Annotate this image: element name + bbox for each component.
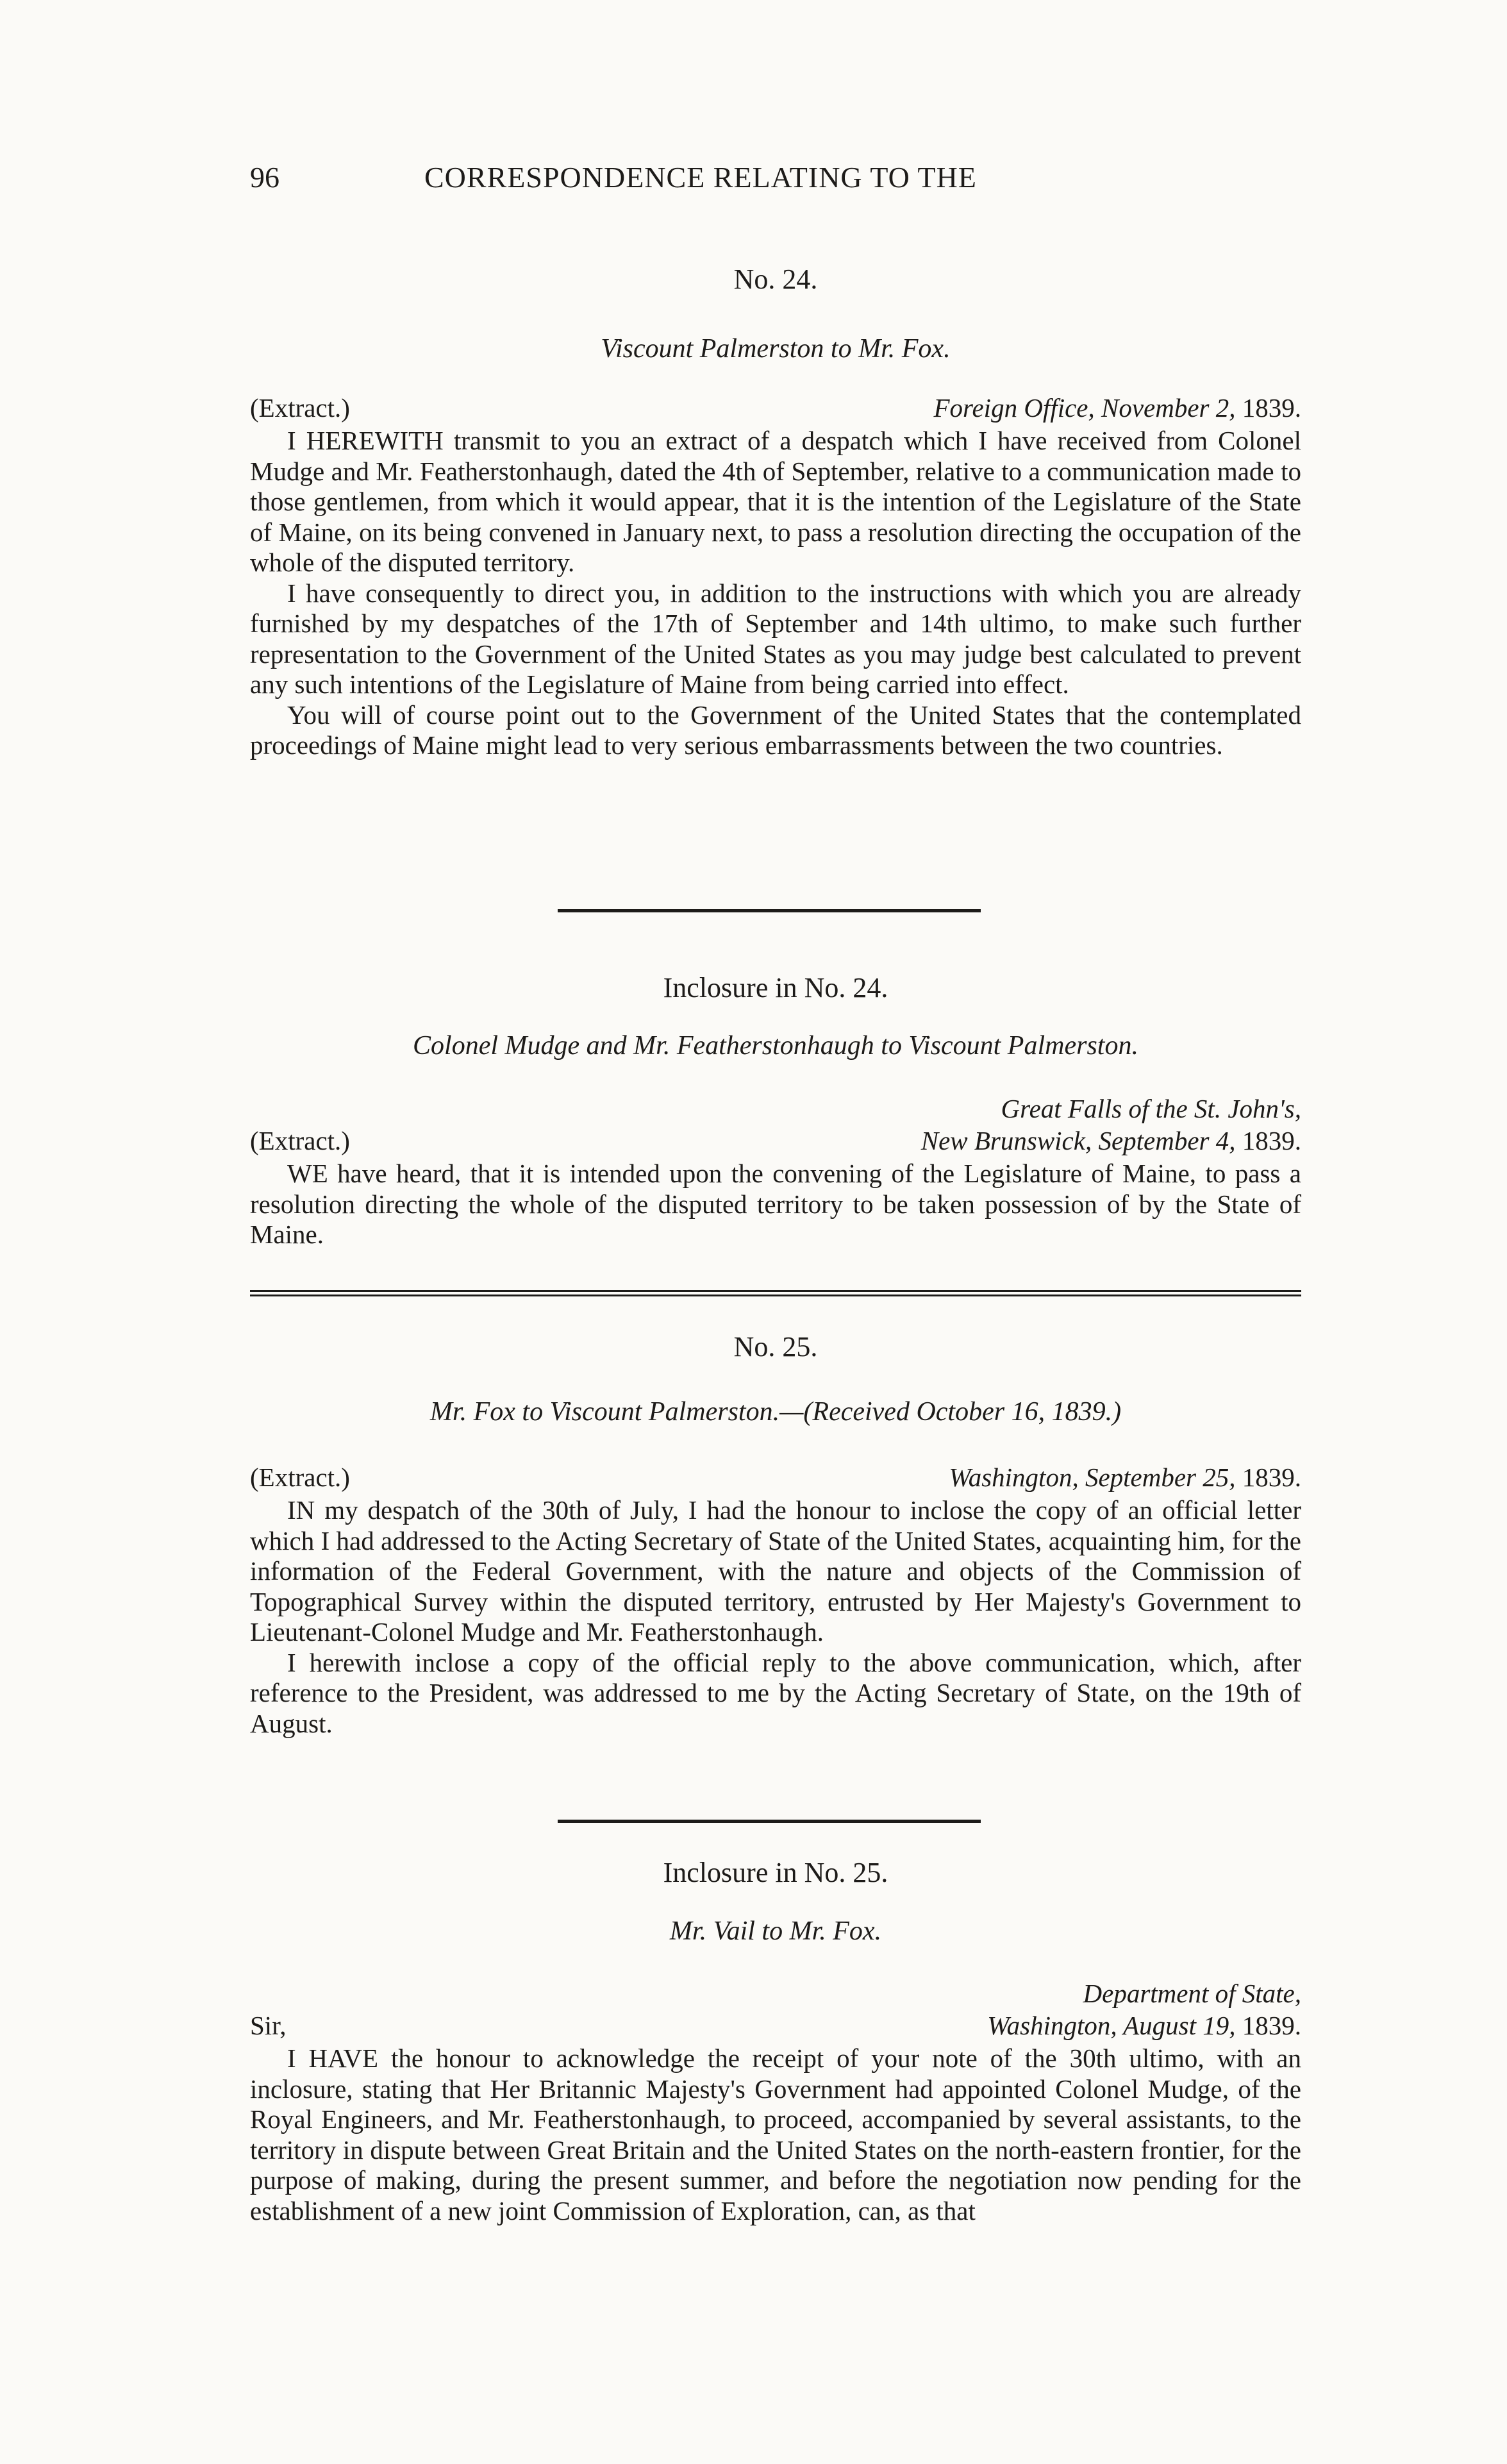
encl-25-place-line-1: Department of State, xyxy=(1083,1979,1301,2008)
doc-25-paragraph-2: I herewith inclose a copy of the official reply to the above communication, which, after reference to the President, was addressed to me by the Acting Secretary of State, on the 19th of August. xyxy=(250,1647,1301,1738)
page-number: 96 xyxy=(250,161,279,194)
encl-25-year: 1839. xyxy=(1242,2011,1301,2040)
doc-24-extract-label: (Extract.) xyxy=(250,393,350,423)
doc-25-place-date xyxy=(949,1462,1301,1493)
encl-24-parties: Colonel Mudge and Mr. Featherstonhaugh to Viscount Palmerston. xyxy=(413,1031,1138,1060)
doc-24-number: No. 24. xyxy=(733,264,818,295)
doc-25-parties: Mr. Fox to Viscount Palmerston.—(Received October 16, 1839.) xyxy=(429,1397,1122,1427)
encl-25-paragraph-1: I HAVE the honour to acknowledge the receipt of your note of the 30th ultimo, with an inclosure, stating that Her Britannic Majesty's Government had appointed Colonel Mudge, of the Royal Engineers, and Mr. Featherstonhaugh, to proceed, accompanied by several assistants, to the territory in dispute between Great Britain and the United States on the north-eastern frontier, for the purpose of making, during the present summer, and before the negotiation now pending for the establishment of a new joint Commission of Exploration, can, as that xyxy=(250,2043,1301,2225)
encl-25-parties: Mr. Vail to Mr. Fox. xyxy=(669,1916,882,1946)
encl-24-place-date xyxy=(921,1125,1301,1156)
doc-25-year: 1839. xyxy=(1242,1462,1301,1492)
encl-25-salutation: Sir, xyxy=(250,2011,287,2040)
encl-24-year: 1839. xyxy=(1242,1126,1301,1155)
encl-25-place-date xyxy=(987,2010,1301,2041)
doc-25-extract-label: (Extract.) xyxy=(250,1462,350,1492)
section-rule-2 xyxy=(558,1820,981,1823)
encl-25-place: Washington, August 19, xyxy=(987,2011,1236,2040)
doc-25-place: Washington, September 25, xyxy=(949,1462,1236,1492)
doc-25-dateline xyxy=(250,1462,1301,1495)
encl-25-dateline xyxy=(250,2010,1301,2043)
doc-24-place: Foreign Office, November 2, xyxy=(933,393,1236,423)
encl-25-body xyxy=(250,1978,1301,2226)
doc-24-paragraph-2: I have consequently to direct you, in addition to the instructions with which you are already furnished by my despatches of the 17th of September and 14th ultimo, to make such further representation to the Government of the United States as you may judge best calculated to prevent any such intentions of the Legislature of Maine from being carried into effect. xyxy=(250,578,1301,699)
double-rule xyxy=(250,1290,1301,1292)
encl-24-place-line-1: Great Falls of the St. John's, xyxy=(1001,1094,1301,1123)
doc-24-year: 1839. xyxy=(1242,393,1301,423)
doc-24-place-date xyxy=(934,392,1302,423)
encl-24-extract-label: (Extract.) xyxy=(250,1126,350,1155)
encl-24-paragraph-1: WE have heard, that it is intended upon the convening of the Legislature of Maine, to pass a resolution directing the whole of the disputed territory to be taken possession of by the State of Maine. xyxy=(250,1159,1301,1249)
encl-25-title: Inclosure in No. 25. xyxy=(663,1857,888,1888)
doc-24-parties: Viscount Palmerston to Mr. Fox. xyxy=(601,334,951,364)
doc-24-dateline xyxy=(250,392,1301,426)
encl-24-title: Inclosure in No. 24. xyxy=(663,972,888,1003)
doc-24-paragraph-3: You will of course point out to the Government of the United States that the contemplated proceedings of Maine might lead to very serious embarrassments between the two countries. xyxy=(250,700,1301,760)
encl-24-place: New Brunswick, September 4, xyxy=(920,1126,1236,1155)
doc-25-body xyxy=(250,1462,1301,1739)
encl-24-dateline xyxy=(250,1125,1301,1159)
doc-24-paragraph-1: I HEREWITH transmit to you an extract of a despatch which I have received from Colonel Mudge and Mr. Featherstonhaugh, dated the 4th of September, relative to a communication made to those gentlemen, from which it would appear, that it is the intention of the Legislature of the State of Maine, on its being convened in January next, to pass a resolution directing the occupation of the whole of the disputed territory. xyxy=(250,426,1301,577)
doc-24-body xyxy=(250,392,1301,761)
doc-25-number: No. 25. xyxy=(733,1331,818,1362)
section-rule xyxy=(558,909,981,912)
running-title: CORRESPONDENCE RELATING TO THE xyxy=(424,161,977,194)
doc-25-paragraph-1: IN my despatch of the 30th of July, I had the honour to inclose the copy of an official letter which I had addressed to the Acting Secretary of State of the United States, acquainting him, for the information of the Federal Government, with the nature and objects of the Commission of Topographical Survey within the disputed territory, entrusted by Her Majesty's Government to Lieutenant-Colonel Mudge and Mr. Featherstonhaugh. xyxy=(250,1495,1301,1647)
running-header xyxy=(250,160,1122,205)
encl-24-body xyxy=(250,1093,1301,1250)
